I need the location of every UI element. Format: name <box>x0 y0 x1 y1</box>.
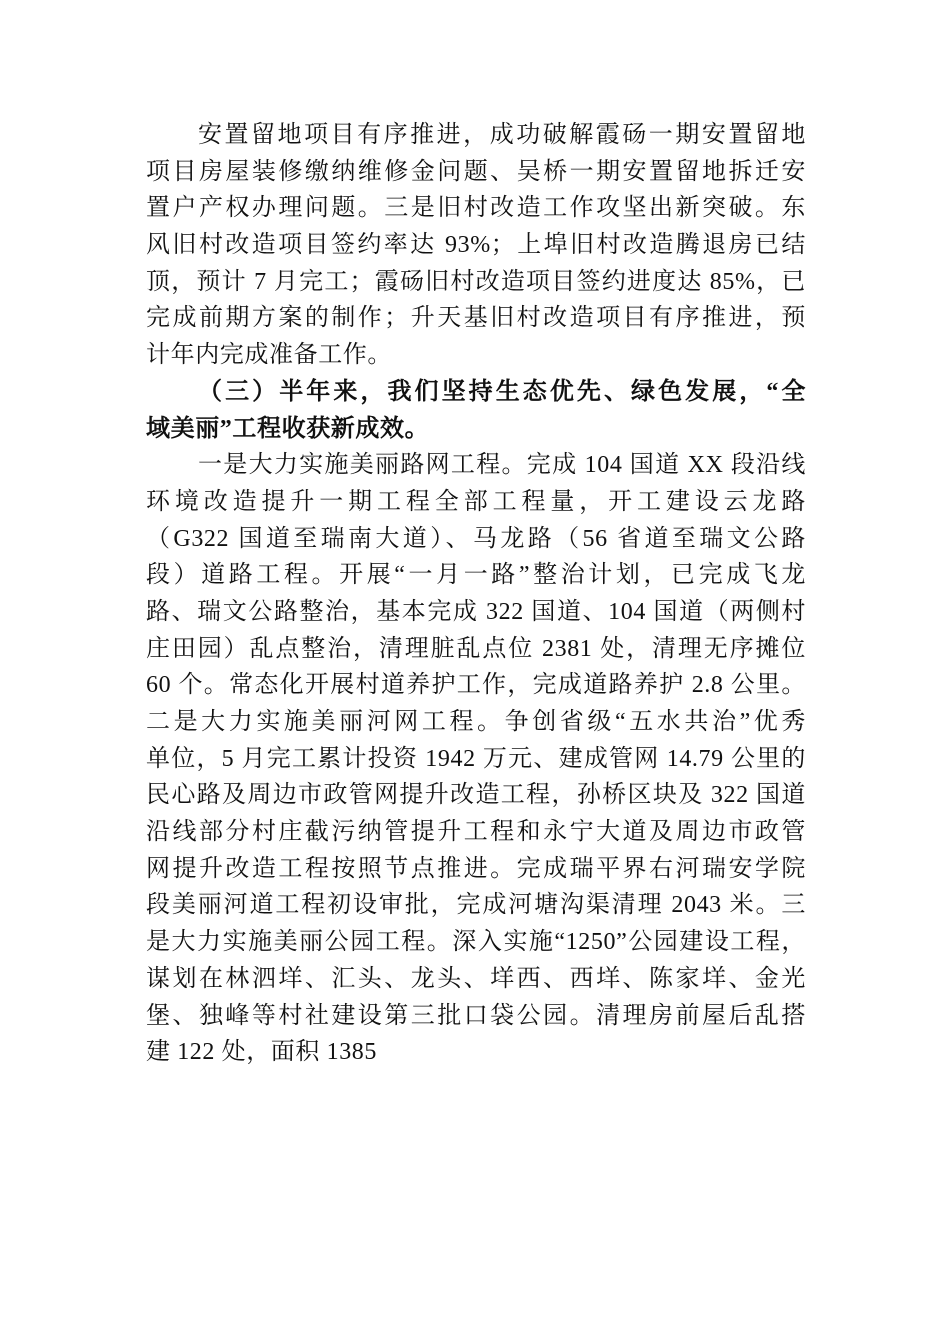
paragraph-line: 二是大力实施美丽河网工程。争创省级“五水共治”优秀 <box>146 709 806 735</box>
paragraph-line: 是大力实施美丽公园工程。深入实施“1250”公园建设工程， <box>146 929 806 956</box>
paragraph-line: 完成前期方案的制作；升天基旧村改造项目有序推进，预 <box>146 305 806 332</box>
paragraph-line: 风旧村改造项目签约率达 93%；上埠旧村改造腾退房已结 <box>146 232 806 259</box>
paragraph-line: 60 个。常态化开展村道养护工作，完成道路养护 2.8 公里。 <box>146 672 806 699</box>
paragraph-line: 一是大力实施美丽路网工程。完成 104 国道 XX 段沿线 <box>198 452 806 479</box>
paragraph-line: 环境改造提升一期工程全部工程量，开工建设云龙路 <box>146 488 806 515</box>
paragraph-line: 庄田园）乱点整治，清理脏乱点位 2381 处，清理无序摊位 <box>146 635 806 662</box>
paragraph-line: 计年内完成准备工作。 <box>146 342 392 369</box>
paragraph-line: （G322 国道至瑞南大道）、马龙路（56 省道至瑞文公路 <box>146 525 806 552</box>
paragraph-line: 安置留地项目有序推进，成功破解霞砀一期安置留地 <box>198 122 806 148</box>
document-body <box>146 117 806 1071</box>
paragraph-line: 路、瑞文公路整治，基本完成 322 国道、104 国道（两侧村 <box>146 598 806 625</box>
paragraph-line: 堡、独峰等村社建设第三批口袋公园。清理房前屋后乱搭 <box>146 1002 806 1029</box>
paragraph-line: 建 122 处，面积 1385 <box>146 1039 377 1066</box>
paragraph-line: 项目房屋装修缴纳维修金问题、吴桥一期安置留地拆迁安 <box>146 158 806 185</box>
section-heading-line: 域美丽”工程收获新成效。 <box>146 415 430 442</box>
section-heading-line: （三）半年来，我们坚持生态优先、绿色发展，“全 <box>198 378 806 405</box>
paragraph-line: 网提升改造工程按照节点推进。完成瑞平界右河瑞安学院 <box>146 855 806 882</box>
paragraph-line: 沿线部分村庄截污纳管提升工程和永宁大道及周边市政管 <box>146 819 806 846</box>
paragraph-line: 顶，预计 7 月完工；霞砀旧村改造项目签约进度达 85%，已 <box>146 268 806 295</box>
paragraph-line: 民心路及周边市政管网提升改造工程，孙桥区块及 322 国道 <box>146 782 806 809</box>
paragraph-line: 单位，5 月完工累计投资 1942 万元、建成管网 14.79 公里的 <box>146 745 806 772</box>
paragraph-line: 段）道路工程。开展“一月一路”整治计划，已完成飞龙 <box>146 562 806 589</box>
paragraph-line: 段美丽河道工程初设审批，完成河塘沟渠清理 2043 米。三 <box>146 892 806 919</box>
paragraph-line: 谋划在林泗垟、汇头、龙头、垟西、西垟、陈家垟、金光 <box>146 965 806 992</box>
paragraph-line: 置户产权办理问题。三是旧村改造工作攻坚出新突破。东 <box>146 195 806 222</box>
